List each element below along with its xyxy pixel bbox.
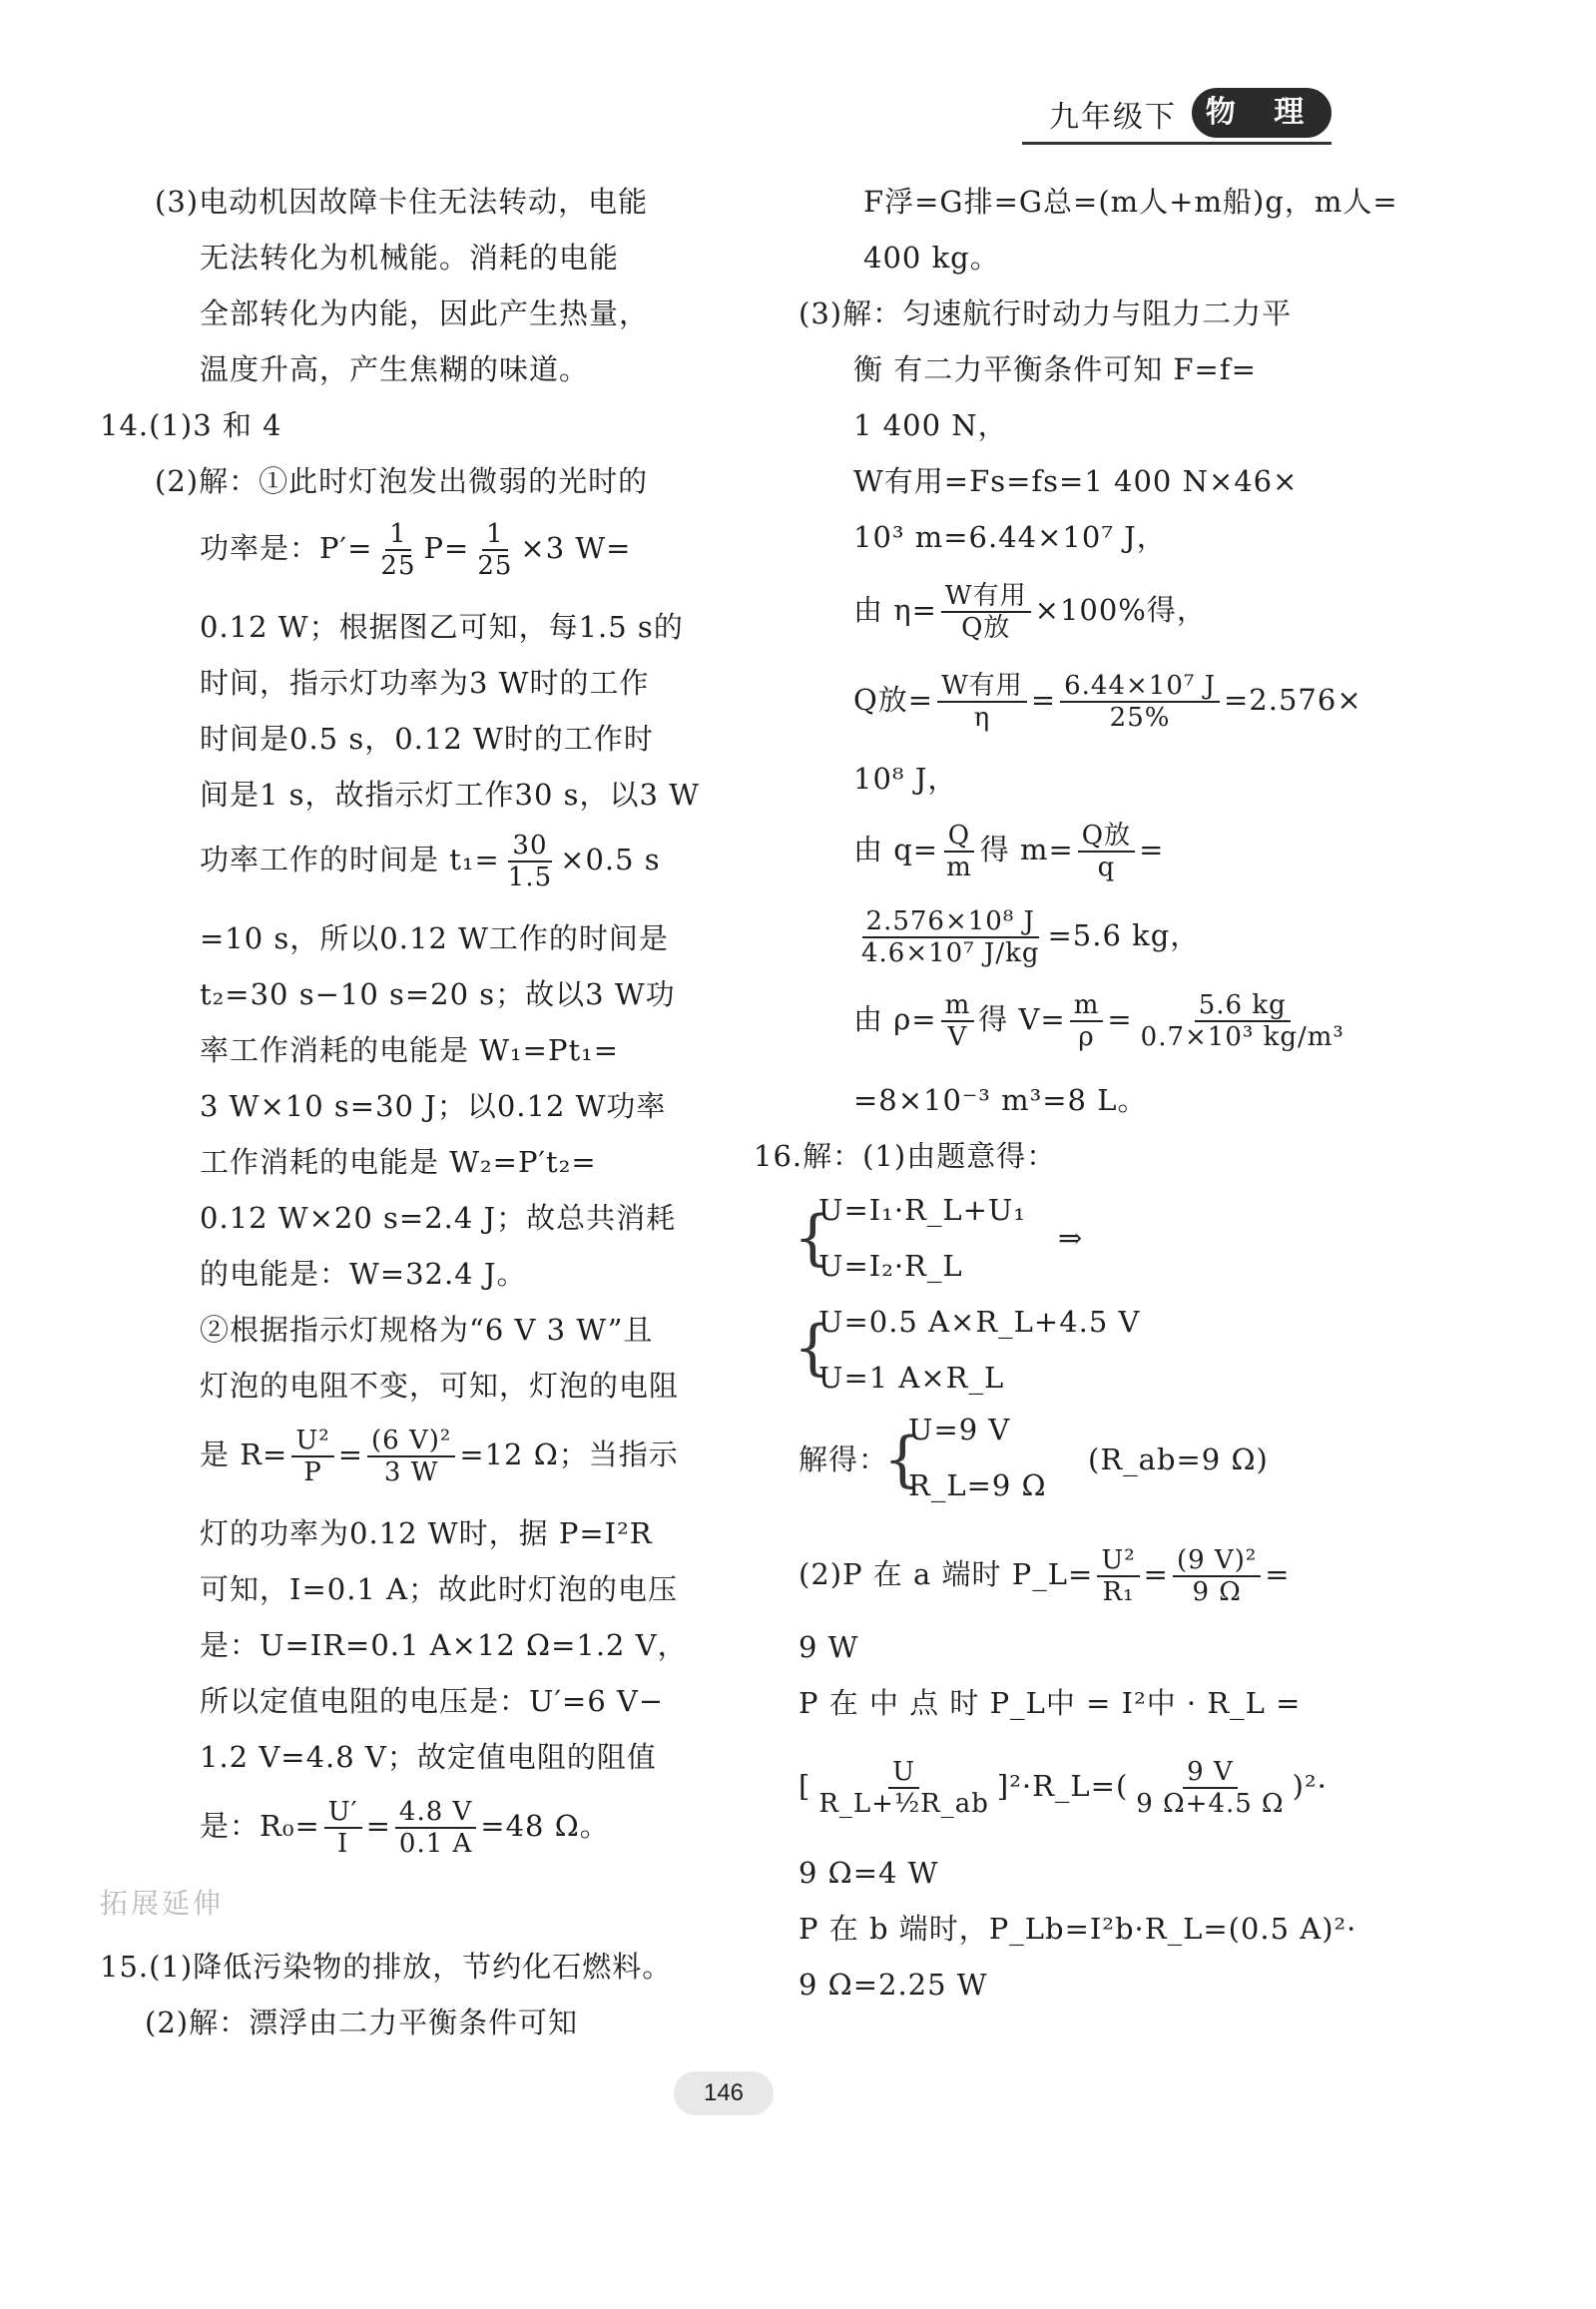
- formula-text: 由 ρ=: [853, 1002, 937, 1036]
- text-line: 时间，指示灯功率为3 W时的工作: [200, 666, 650, 700]
- fraction: [1070, 990, 1104, 1052]
- denominator: 4.6×10⁷ J/kg: [861, 938, 1040, 968]
- denominator: 25%: [1109, 703, 1171, 733]
- formula-text: =5.6 kg，: [1047, 918, 1201, 952]
- fraction: [942, 821, 976, 882]
- denominator: R_L+½R_ab: [818, 1789, 989, 1819]
- fraction: [1078, 821, 1135, 882]
- fraction: [814, 1757, 993, 1819]
- denominator: R₁: [1102, 1577, 1135, 1607]
- numerator: U: [888, 1757, 919, 1789]
- numerator: 1: [385, 519, 411, 551]
- numerator: 1: [482, 519, 508, 551]
- denominator: 1.5: [507, 863, 553, 892]
- formula-text: 功率是：P′=: [200, 531, 373, 565]
- numerator: W有用: [941, 581, 1031, 613]
- text-line: 工作消耗的电能是 W₂=P′t₂=: [200, 1145, 597, 1179]
- denominator: 9 Ω+4.5 Ω: [1136, 1789, 1285, 1819]
- text-line: 可知，I=0.1 A；故此时灯泡的电压: [200, 1572, 679, 1606]
- fraction: [941, 990, 975, 1052]
- numerator: Q放: [1078, 821, 1135, 853]
- formula-text: (: [1115, 1769, 1129, 1803]
- fraction: [937, 671, 1027, 733]
- numerator: U²: [291, 1426, 333, 1457]
- text-line: (2)解：漂浮由二力平衡条件可知: [145, 2006, 579, 2039]
- text-line: 3 W×10 s=30 J；以0.12 W功率: [200, 1089, 667, 1123]
- numerator: m: [941, 990, 975, 1022]
- formula-text: 由 q=: [853, 833, 939, 866]
- question-number: 15.(1)降低污染物的排放，节约化石燃料。: [100, 1950, 673, 1984]
- formula-text: =: [1139, 833, 1165, 866]
- formula-text: (2)P 在 a 端时 P_L=: [798, 1557, 1094, 1591]
- fraction: [1137, 990, 1348, 1052]
- denominator: 3 W: [383, 1457, 439, 1487]
- text-line: 10⁸ J，: [853, 762, 958, 796]
- fraction: [367, 1426, 455, 1487]
- denominator: 0.1 A: [398, 1829, 473, 1859]
- formula-text: 由 η=: [853, 593, 937, 627]
- text-line: 时间是0.5 s，0.12 W时的工作时: [200, 722, 654, 756]
- text-line: (3)电动机因故障卡住无法转动，电能: [155, 185, 649, 219]
- numerator: 4.8 V: [395, 1797, 476, 1829]
- text-line: 的电能是：W=32.4 J。: [200, 1257, 527, 1291]
- formula-line: [200, 1797, 610, 1859]
- note: (R_ab=9 Ω): [1088, 1443, 1269, 1476]
- numerator: W有用: [937, 671, 1027, 703]
- text-line: 所以定值电阻的电压是：U′=6 V−: [200, 1684, 665, 1718]
- formula-text: ]: [996, 1769, 1010, 1803]
- denominator: 0.7×10³ kg/m³: [1140, 1022, 1344, 1052]
- fraction: [1132, 1757, 1288, 1819]
- text-line: 1.2 V=4.8 V；故定值电阻的阻值: [200, 1740, 657, 1774]
- formula-line: [853, 990, 1352, 1052]
- text-line: 0.12 W×20 s=2.4 J；故总共消耗: [200, 1201, 677, 1235]
- numerator: 5.6 kg: [1195, 990, 1291, 1022]
- numerator: 30: [508, 831, 551, 863]
- text-line: ②根据指示灯规格为“6 V 3 W”且: [200, 1313, 654, 1347]
- equation: U=1 A×R_L: [818, 1361, 1005, 1395]
- formula-line: [200, 519, 631, 581]
- formula-line: [798, 1757, 1328, 1819]
- denominator: ρ: [1078, 1022, 1095, 1052]
- text-line: (2)解：①此时灯泡发出微弱的光时的: [155, 464, 649, 498]
- fraction: [1173, 1545, 1261, 1607]
- text-line: =10 s，所以0.12 W工作的时间是: [200, 921, 669, 955]
- numerator: Q: [944, 821, 974, 853]
- denominator: 25: [477, 551, 513, 581]
- text-line: 1 400 N，: [853, 408, 1008, 442]
- formula-line: [200, 1426, 679, 1487]
- formula-text: ²·R_L=: [1009, 1769, 1116, 1803]
- formula-line: [798, 1545, 1291, 1607]
- formula-line: [853, 906, 1200, 968]
- denominator: 25: [380, 551, 416, 581]
- formula-text: =: [1143, 1557, 1169, 1591]
- brace-left: {: [883, 1425, 922, 1494]
- formula-text: =: [337, 1438, 364, 1471]
- text-line: 全部转化为内能，因此产生热量，: [200, 296, 650, 330]
- formula-text: ×0.5 s: [560, 843, 661, 876]
- denominator: P: [303, 1457, 322, 1487]
- text-line: 率工作消耗的电能是 W₁=Pt₁=: [200, 1033, 620, 1067]
- formula-text: =: [1107, 1002, 1133, 1036]
- denominator: 9 Ω: [1192, 1577, 1242, 1607]
- fraction: [291, 1426, 333, 1487]
- text-line: F浮=G排=G总=(m人+m船)g，m人=: [863, 185, 1398, 219]
- equation: U=I₁·R_L+U₁: [818, 1193, 1026, 1227]
- fraction: [324, 1797, 362, 1859]
- text-line: 10³ m=6.44×10⁷ J，: [853, 520, 1167, 554]
- formula-text: =48 Ω。: [480, 1809, 610, 1843]
- formula-text: =: [1030, 683, 1057, 717]
- numerator: 2.576×10⁸ J: [862, 906, 1039, 938]
- text-line: =8×10⁻³ m³=8 L。: [853, 1083, 1148, 1117]
- header-rule: [1022, 142, 1331, 145]
- question-number: 14.(1)3 和 4: [100, 408, 282, 442]
- formula-text: 是：R₀=: [200, 1809, 320, 1843]
- formula-text: =: [365, 1809, 391, 1843]
- denominator: Q放: [961, 613, 1011, 643]
- section-tag: 拓展延伸: [100, 1887, 225, 1920]
- header-grade: 九年级下: [1049, 100, 1177, 135]
- numerator: (9 V)²: [1173, 1545, 1261, 1577]
- fraction: [376, 519, 419, 581]
- fraction: [504, 831, 556, 892]
- text-line: 间是1 s，故指示灯工作30 s，以3 W: [200, 778, 701, 812]
- fraction: [857, 906, 1044, 968]
- text-line: 是：U=IR=0.1 A×12 Ω=1.2 V，: [200, 1628, 688, 1662]
- equation: R_L=9 Ω: [908, 1468, 1047, 1502]
- brace-left: {: [794, 1203, 832, 1273]
- text-line: 温度升高，产生焦糊的味道。: [200, 352, 590, 386]
- denominator: η: [973, 703, 991, 733]
- text-line: 灯泡的电阻不变，可知，灯泡的电阻: [200, 1369, 680, 1403]
- formula-text: ²·: [1304, 1769, 1328, 1803]
- formula-text: ×100%得，: [1034, 593, 1207, 627]
- text-line: t₂=30 s−10 s=20 s；故以3 W功: [200, 977, 676, 1011]
- text-line: 400 kg。: [863, 241, 1000, 275]
- formula-text: =12 Ω；当指示: [459, 1438, 679, 1471]
- text-line: P 在 b 端时，P_Lb=I²b·R_L=(0.5 A)²·: [798, 1912, 1357, 1946]
- fraction: [395, 1797, 476, 1859]
- text-line: 无法转化为机械能。消耗的电能: [200, 241, 620, 275]
- text-line: W有用=Fs=fs=1 400 N×46×: [853, 464, 1299, 498]
- formula-text: ): [1292, 1769, 1305, 1803]
- formula-line: [853, 821, 1164, 882]
- numerator: 6.44×10⁷ J: [1060, 671, 1220, 703]
- text-line: 9 Ω=2.25 W: [798, 1968, 988, 2002]
- numerator: m: [1070, 990, 1104, 1022]
- numerator: U²: [1097, 1545, 1139, 1577]
- denominator: q: [1097, 853, 1116, 882]
- formula-line: [200, 831, 661, 892]
- fraction: [1097, 1545, 1139, 1607]
- denominator: I: [337, 1829, 349, 1859]
- formula-text: Q放=: [853, 683, 934, 717]
- formula-text: [: [798, 1769, 811, 1803]
- text-line: P 在 中 点 时 P_L中 = I²中 · R_L =: [798, 1686, 1302, 1720]
- text-line: (3)解：匀速航行时动力与阻力二力平: [798, 296, 1293, 330]
- page-number: 146: [674, 2071, 774, 2115]
- subject-badge: 物 理: [1192, 88, 1331, 138]
- text-line: 衡 有二力平衡条件可知 F=f=: [853, 352, 1257, 386]
- fraction: [1060, 671, 1220, 733]
- denominator: m: [946, 853, 972, 882]
- numerator: U′: [324, 1797, 362, 1829]
- formula-text: ×3 W=: [520, 531, 632, 565]
- formula-text: =2.576×: [1224, 683, 1362, 717]
- equation: U=I₂·R_L: [818, 1249, 963, 1283]
- fraction: [941, 581, 1031, 643]
- text-line: 灯的功率为0.12 W时，据 P=I²R: [200, 1516, 653, 1550]
- text-line: 9 Ω=4 W: [798, 1856, 939, 1890]
- formula-text: 功率工作的时间是 t₁=: [200, 843, 500, 876]
- brace-left: {: [794, 1313, 832, 1383]
- fraction: [473, 519, 516, 581]
- equation: U=0.5 A×R_L+4.5 V: [818, 1305, 1141, 1339]
- text-line: 9 W: [798, 1630, 859, 1664]
- formula-text: =: [1265, 1557, 1291, 1591]
- formula-text: P=: [423, 531, 470, 565]
- solve-label: 解得：: [798, 1443, 889, 1476]
- denominator: V: [947, 1022, 968, 1052]
- numerator: (6 V)²: [367, 1426, 455, 1457]
- formula-line: [853, 581, 1207, 643]
- formula-line: [853, 671, 1362, 733]
- arrow: ⇒: [1058, 1221, 1084, 1255]
- numerator: 9 V: [1183, 1757, 1238, 1789]
- text-line: 0.12 W；根据图乙可知，每1.5 s的: [200, 610, 684, 644]
- equation: U=9 V: [908, 1413, 1011, 1446]
- formula-text: 得 m=: [979, 833, 1074, 866]
- question-number: 16.解：(1)由题意得：: [754, 1139, 1057, 1173]
- formula-text: 是 R=: [200, 1438, 288, 1471]
- formula-text: 得 V=: [978, 1002, 1066, 1036]
